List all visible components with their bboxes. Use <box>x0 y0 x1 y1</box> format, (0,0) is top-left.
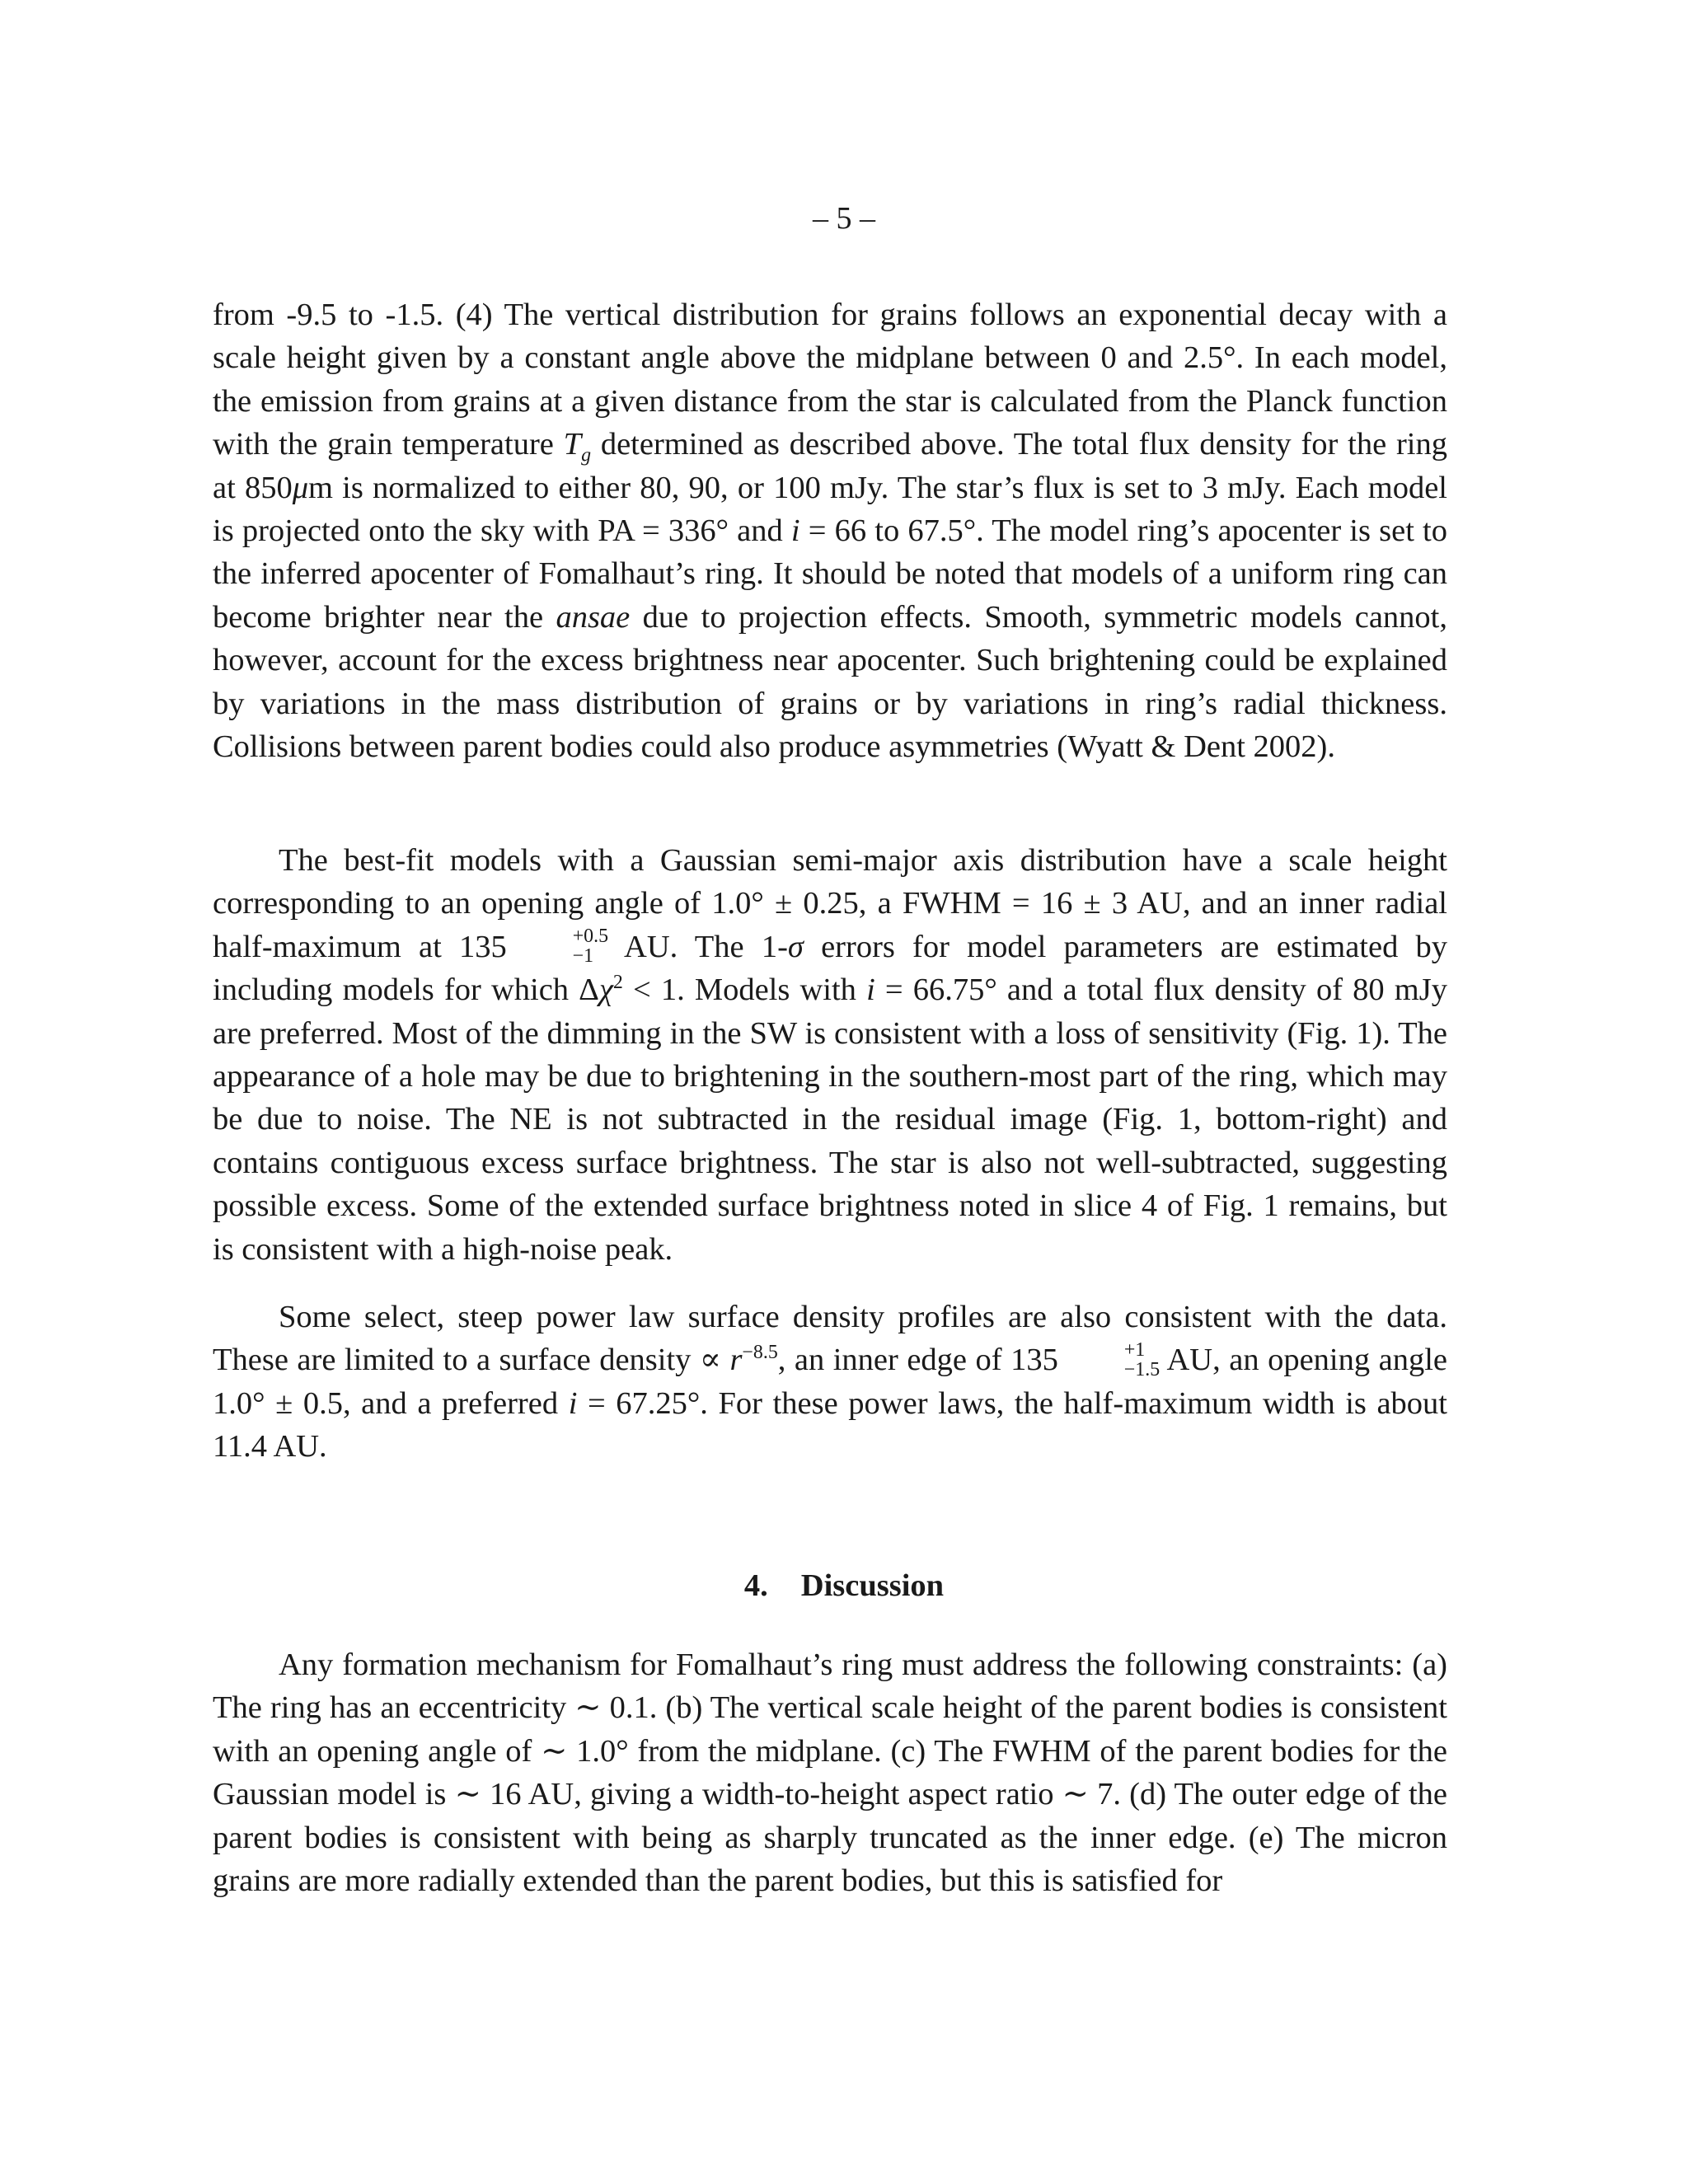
uncertainty-lower: −1 <box>572 944 594 967</box>
paragraph-discussion-constraints <box>213 1643 1447 1902</box>
math-exponent: 2 <box>612 972 623 994</box>
text-run: , an inner edge of 135 <box>777 1343 1058 1378</box>
text-run: = 66 to 67.5°. The model ring’s apocenter is set to the inferred apocenter of Fomalhaut’s ring. It should be noted that models of a uniform ring can become brighter near the <box>213 513 1448 635</box>
page-number: – 5 – <box>813 201 875 236</box>
uncertainty-upper: +0.5 <box>572 926 608 948</box>
text-run: Any formation mechanism for Fomalhaut’s ring must address the following constraints: (a) The ring has an eccentricity ∼ 0.1. (b) The vertical scale height of the parent bodies is consistent with an opening angle of ∼ 1.0° from the midplane. (c) The FWHM of the parent bodies for the Gaussian model is ∼ 16 AU, giving a width-to-height aspect ratio ∼ 7. (d) The outer edge of the parent bodies is consistent with being as sharply truncated as the inner edge. (e) The micron grains are more radially extended than the parent bodies, but this is satisfied for <box>213 1647 1447 1899</box>
uncertainty-upper: +1 <box>1123 1338 1146 1361</box>
uncertainty-superscript-subscript <box>1058 1338 1160 1380</box>
emphasis-ansae: ansae <box>556 599 631 635</box>
math-var: r <box>729 1343 743 1378</box>
text-run: < 1. Models with <box>622 972 867 1008</box>
section-heading-discussion <box>0 1564 1688 1607</box>
math-var: T <box>563 427 582 462</box>
uncertainty-superscript-subscript <box>507 927 608 967</box>
math-subscript: g <box>581 444 592 466</box>
paragraph-best-fit-gaussian <box>213 839 1447 1271</box>
text-run: = 67.25°. For these power laws, the half-maximum width is about 11.4 AU. <box>213 1385 1448 1465</box>
math-var: i <box>790 513 800 549</box>
math-exponent: −8.5 <box>742 1342 778 1364</box>
math-var: i <box>568 1385 578 1421</box>
text-run: = 66.75° and a total flux density of 80 mJy are preferred. Most of the dimming in the SW is consistent with a loss of sensitivity (Fig. 1). The appearance of a hole may be due to brightening in the southern-most part of the ring, which may be due to noise. The NE is not subtracted in the residual image (Fig. 1, bottom-right) and contains contiguous excess surface brightness. The star is also not well-subtracted, suggesting possible excess. Some of the extended surface brightness noted in slice 4 of Fig. 1 remains, but is consistent with a high-noise peak. <box>213 972 1447 1267</box>
text-run: The best-fit models with a Gaussian semi-major axis distribution have a scale height corresponding to an opening angle of 1.0° ± 0.25, a FWHM = 16 ± 3 AU, and an inner radial half-maximum at 135 <box>213 843 1447 964</box>
text-run: Some select, steep power law surface density profiles are also consistent with the data. These are limited to a surface density ∝ <box>213 1300 1447 1378</box>
math-var: i <box>866 972 875 1008</box>
text-run: determined as described above. The total flux density for the ring at 850 <box>213 427 1448 505</box>
math-var: μ <box>292 470 309 505</box>
section-number: 4. <box>743 1568 768 1603</box>
text-run: errors for model parameters are estimated by including models for which Δ <box>213 929 1448 1008</box>
math-var: σ <box>787 929 804 964</box>
section-title: Discussion <box>800 1568 945 1603</box>
text-run: due to projection effects. Smooth, symmetric models cannot, however, account for the excess brightness near apocenter. Such brightening could be explained by variations in the mass distribution of grains or by variations in ring’s radial thickness. Collisions between parent bodies could also produce asymmetries (Wyatt & Dent 2002). <box>213 599 1447 765</box>
paragraph-power-law-profiles <box>213 1296 1447 1469</box>
text-run: m is normalized to either 80, 90, or 100 mJy. The star’s flux is set to 3 mJy. Each model is projected onto the sky with PA = 336° and <box>213 470 1447 549</box>
paragraph-model-description <box>213 293 1447 768</box>
math-var: χ <box>598 972 613 1008</box>
text-run: AU. The 1- <box>608 929 788 964</box>
text-run: from -9.5 to -1.5. (4) The vertical distribution for grains follows an exponential decay with a scale height given by a constant angle above the midplane between 0 and 2.5°. In each model, the emission from grains at a given distance from the star is calculated from the Planck function with the grain temperature <box>213 298 1447 462</box>
text-run: AU, an opening angle 1.0° ± 0.5, and a preferred <box>213 1343 1447 1421</box>
uncertainty-lower: −1.5 <box>1123 1358 1160 1380</box>
